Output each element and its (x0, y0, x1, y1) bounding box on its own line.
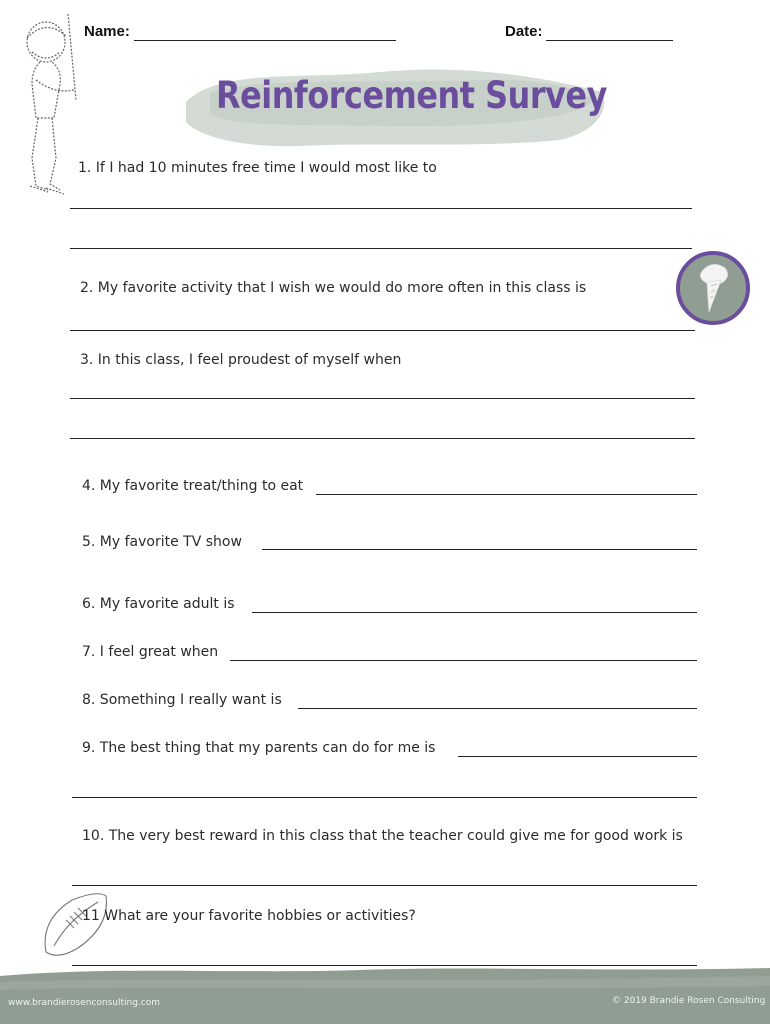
date-field[interactable] (546, 40, 673, 41)
answer-line-1b[interactable] (70, 248, 692, 249)
question-5: 5. My favorite TV show (82, 534, 242, 550)
date-label: Date: (505, 23, 543, 40)
answer-line-10[interactable] (72, 885, 697, 886)
name-label: Name: (84, 23, 130, 40)
answer-line-5[interactable] (262, 549, 697, 550)
name-field[interactable] (134, 40, 396, 41)
football-icon (38, 890, 110, 960)
question-9: 9. The best thing that my parents can do for me is (82, 740, 436, 756)
answer-line-7[interactable] (230, 660, 697, 661)
answer-line-1a[interactable] (70, 208, 692, 209)
answer-line-9b[interactable] (72, 797, 697, 798)
answer-line-3b[interactable] (70, 438, 695, 439)
question-10: 10. The very best reward in this class that the teacher could give me for good work is (82, 828, 683, 844)
answer-line-3a[interactable] (70, 398, 695, 399)
question-7: 7. I feel great when (82, 644, 219, 660)
answer-line-4[interactable] (316, 494, 697, 495)
question-2: 2. My favorite activity that I wish we would do more often in this class is (80, 280, 587, 296)
question-1: 1. If I had 10 minutes free time I would most like to (78, 160, 437, 176)
answer-line-2[interactable] (70, 330, 695, 331)
question-3: 3. In this class, I feel proudest of myself when (80, 352, 402, 368)
question-4: 4. My favorite treat/thing to eat (82, 478, 304, 494)
question-8: 8. Something I really want is (82, 692, 282, 708)
footer-website[interactable]: www.brandierosenconsulting.com (8, 998, 161, 1008)
ice-cream-icon (675, 250, 751, 326)
page-title: Reinforcement Survey (216, 74, 607, 117)
footer-band (0, 962, 770, 1024)
answer-line-8[interactable] (298, 708, 697, 709)
answer-line-6[interactable] (252, 612, 697, 613)
question-6: 6. My favorite adult is (82, 596, 235, 612)
question-11: 11 What are your favorite hobbies or activities? (82, 908, 416, 924)
footer-copyright: © 2019 Brandie Rosen Consulting (612, 996, 766, 1006)
answer-line-9a[interactable] (458, 756, 697, 757)
